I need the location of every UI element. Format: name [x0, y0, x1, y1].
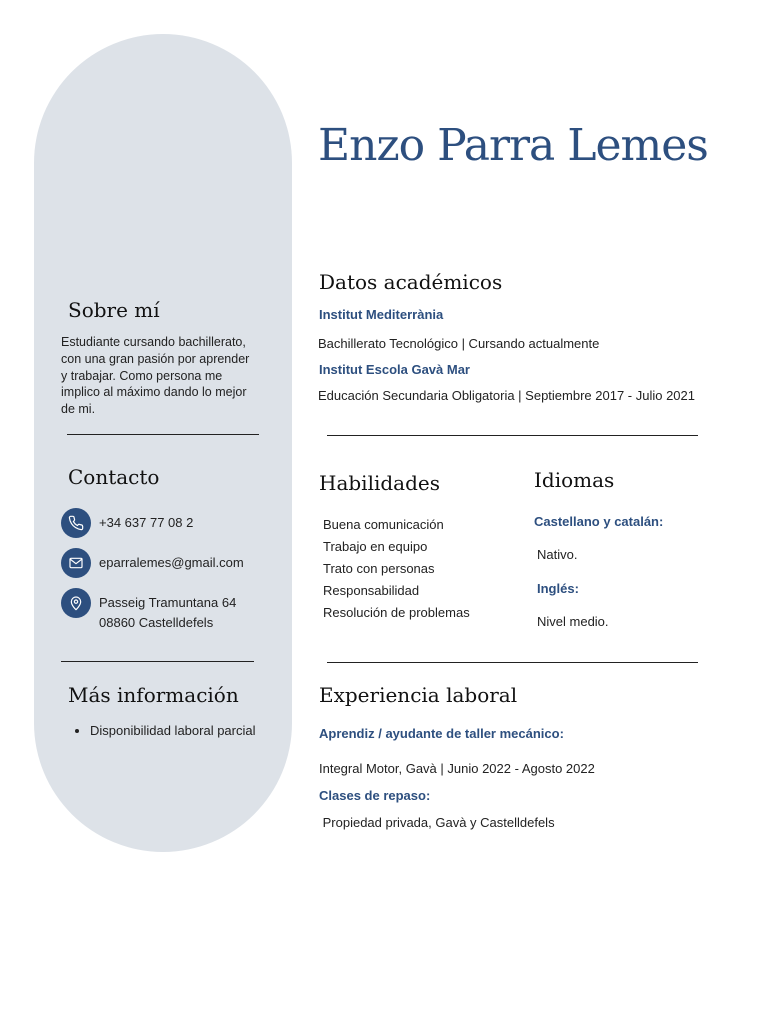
person-name: Enzo Parra Lemes [318, 120, 708, 171]
skill-item: Trabajo en equipo [323, 539, 428, 554]
divider [327, 662, 698, 663]
mail-icon [61, 548, 91, 578]
languages-title: Idiomas [534, 468, 615, 492]
academic-detail: Bachillerato Tecnológico | Cursando actualmente [318, 336, 600, 351]
experience-role: Clases de repaso: [319, 788, 431, 803]
more-info-list [70, 722, 260, 739]
language-name: Castellano y catalán: [534, 514, 664, 529]
divider [327, 435, 698, 436]
experience-title: Experiencia laboral [319, 683, 518, 707]
location-pin-icon [61, 588, 91, 618]
contact-title: Contacto [68, 465, 160, 489]
contact-address-line2: 08860 Castelldefels [99, 615, 214, 630]
divider [61, 661, 254, 662]
skills-list [323, 514, 470, 624]
language-name: Inglés: [537, 581, 579, 596]
about-title: Sobre mí [68, 298, 160, 322]
experience-detail: Integral Motor, Gavà | Junio 2022 - Agosto 2022 [319, 761, 595, 776]
divider [67, 434, 259, 435]
academic-school: Institut Escola Gavà Mar [319, 362, 470, 377]
skills-title: Habilidades [319, 471, 440, 495]
experience-role: Aprendiz / ayudante de taller mecánico: [319, 726, 564, 741]
language-level: Nivel medio. [537, 614, 609, 629]
skill-item: Buena comunicación [323, 517, 444, 532]
contact-phone[interactable]: +34 637 77 08 2 [99, 515, 194, 530]
skill-item: Trato con personas [323, 561, 435, 576]
academic-detail: Educación Secundaria Obligatoria | Septiembre 2017 - Julio 2021 [318, 388, 695, 403]
contact-address-line1: Passeig Tramuntana 64 [99, 595, 237, 610]
language-level: Nativo. [537, 547, 578, 562]
academic-title: Datos académicos [319, 270, 503, 294]
skill-item: Responsabilidad [323, 583, 420, 598]
academic-school: Institut Mediterrània [319, 307, 444, 322]
more-info-item: • Disponibilidad laboral parcial [90, 722, 260, 739]
about-text: Estudiante cursando bachillerato, con una gran pasión por aprender y trabajar. Como persona me implico al máximo dando lo mejor de mi. [61, 335, 250, 417]
skill-item: Resolución de problemas [323, 605, 470, 620]
contact-email[interactable]: eparralemes@gmail.com [99, 555, 244, 570]
experience-detail: Propiedad privada, Gavà y Castelldefels [319, 815, 555, 830]
phone-icon [61, 508, 91, 538]
more-info-title: Más información [68, 683, 239, 707]
